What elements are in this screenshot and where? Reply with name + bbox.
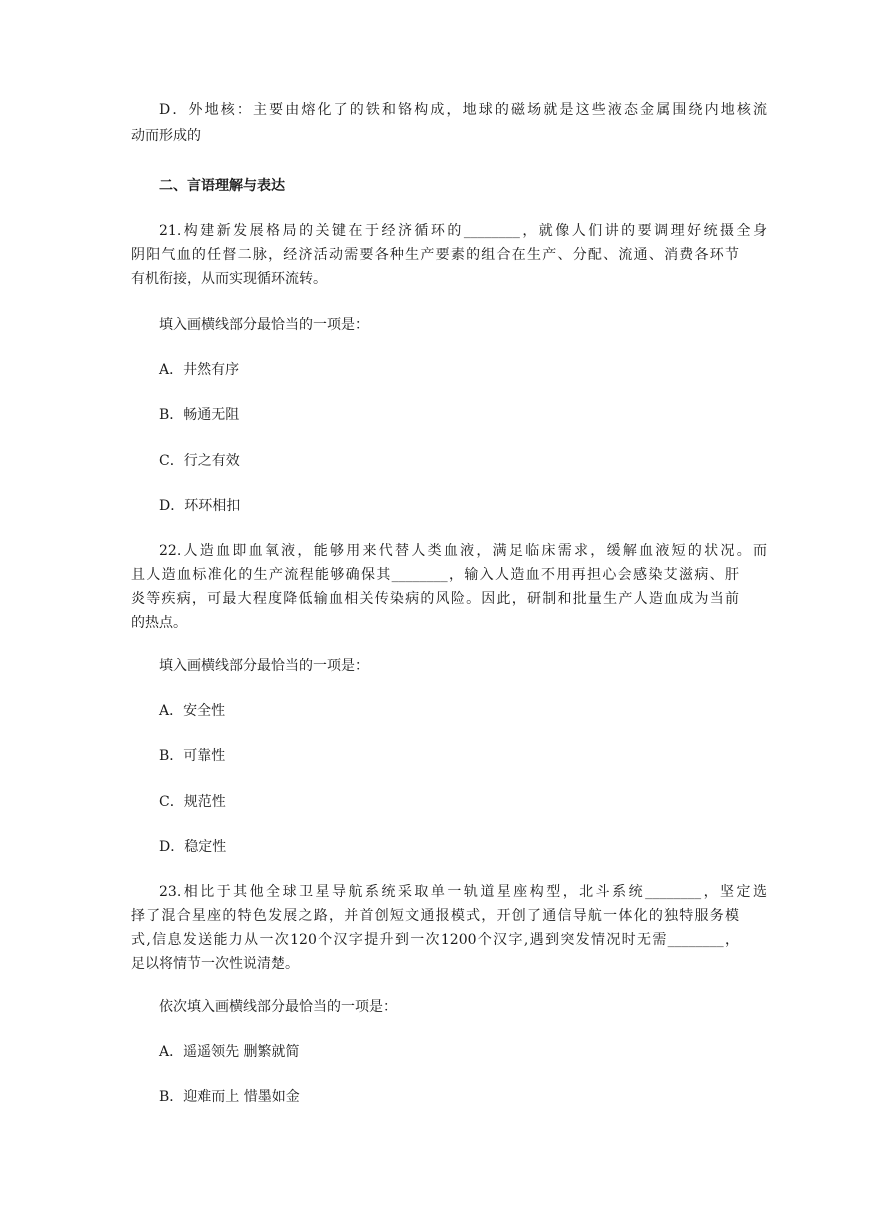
- q21-option-d: D．环环相扣: [159, 498, 241, 514]
- q23-line3: 式,信息发送能力从一次120个汉字提升到一次1200个汉字,遇到突发情况时无需________，: [131, 932, 739, 948]
- q23-line1: 23.相比于其他全球卫星导航系统采取单一轨道星座构型，北斗系统________，坚定选: [159, 884, 767, 900]
- q21-line1: 21.构建新发展格局的关键在于经济循环的________，就像人们讲的要调理好统摄全身: [159, 223, 767, 239]
- q22-line4: 的热点。: [131, 615, 187, 631]
- q21-option-c: C．行之有效: [159, 453, 240, 469]
- q21-option-b: B．畅通无阻: [159, 407, 240, 423]
- q22-prompt: 填入画横线部分最恰当的一项是：: [159, 658, 369, 674]
- q23-option-b: B．迎难而上 惜墨如金: [159, 1089, 300, 1105]
- q22-line3: 炎等疾病，可最大程度降低输血相关传染病的风险。因此，研制和批量生产人造血成为当前: [131, 591, 739, 607]
- q22-line2: 且人造血标准化的生产流程能够确保其________，输入人造血不用再担心会感染艾滋病、肝: [131, 567, 739, 583]
- q22-option-d: D．稳定性: [159, 839, 227, 855]
- q23-line4: 足以将情节一次性说清楚。: [131, 956, 299, 972]
- option-d-prev-line2: 动而形成的: [131, 128, 201, 144]
- q22-option-c: C．规范性: [159, 794, 226, 810]
- q21-line3: 有机衔接，从而实现循环流转。: [131, 271, 327, 287]
- q21-line2: 阴阳气血的任督二脉，经济活动需要各种生产要素的组合在生产、分配、流通、消费各环节: [131, 247, 739, 263]
- q21-option-a: A．井然有序: [159, 362, 240, 378]
- option-d-prev-line1: D．外地核：主要由熔化了的铁和铬构成，地球的磁场就是这些液态金属围绕内地核流: [159, 102, 767, 118]
- q22-option-b: B．可靠性: [159, 748, 226, 764]
- q21-prompt: 填入画横线部分最恰当的一项是：: [159, 317, 369, 333]
- q22-line1: 22.人造血即血氧液，能够用来代替人类血液，满足临床需求，缓解血液短的状况。而: [159, 543, 767, 559]
- section-title: 二、言语理解与表达: [159, 178, 285, 194]
- q22-option-a: A．安全性: [159, 703, 226, 719]
- q23-option-a: A．遥遥领先 删繁就简: [159, 1044, 300, 1060]
- q23-line2: 择了混合星座的特色发展之路，并首创短文通报模式，开创了通信导航一体化的独特服务模: [131, 908, 739, 924]
- q23-prompt: 依次填入画横线部分最恰当的一项是：: [159, 999, 397, 1015]
